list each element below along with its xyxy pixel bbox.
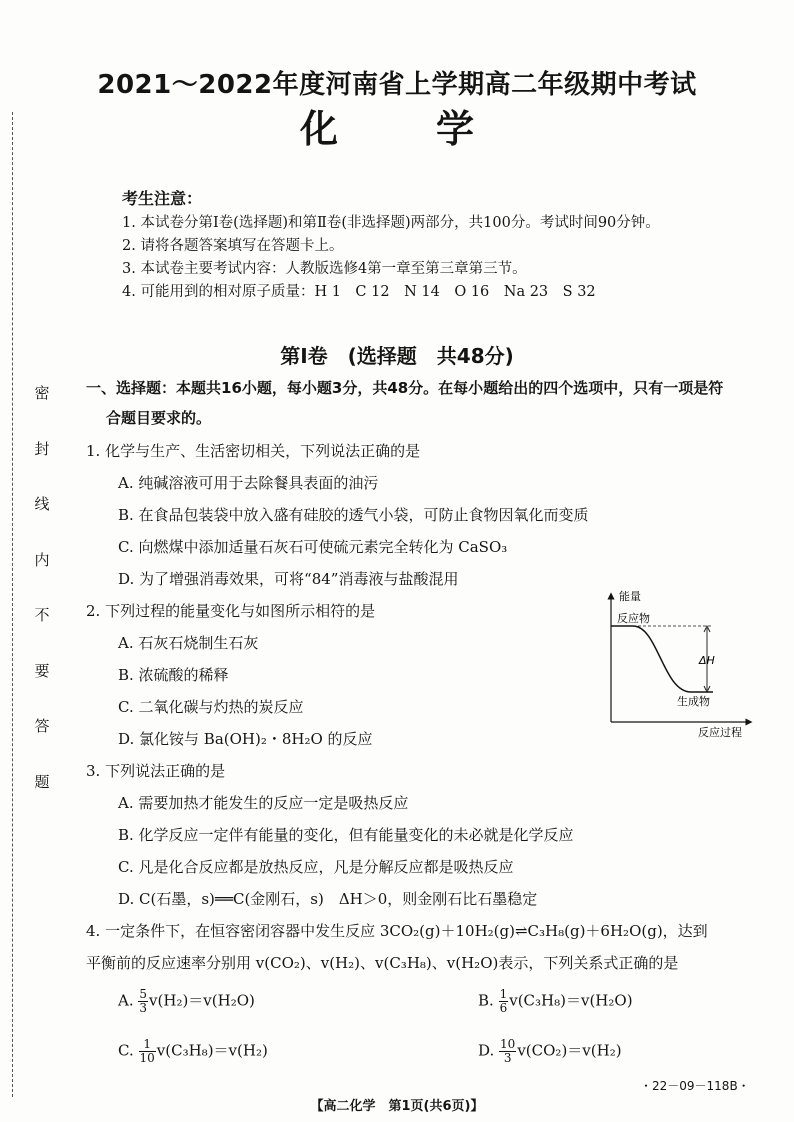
delta-h-label: ΔH — [699, 654, 715, 667]
q4-option-a — [118, 988, 255, 1015]
q4-option-c — [118, 1038, 268, 1065]
binding-margin-line — [12, 112, 14, 1097]
option-letter: D. — [478, 1041, 495, 1060]
notice-list — [122, 212, 782, 304]
q2-option-c: C. 二氧化碳与灼热的炭反应 — [118, 698, 304, 716]
section-instruction — [86, 373, 786, 433]
q2-option-d: D. 氯化铵与 Ba(OH)₂・8H₂O 的反应 — [118, 730, 373, 748]
y-axis-label: 能量 — [619, 590, 641, 603]
numerator: 1 — [139, 1038, 156, 1052]
product-label: 生成物 — [677, 695, 710, 708]
q1-option-b: B. 在食品包装袋中放入盛有硅胶的透气小袋，可防止食物因氧化而变质 — [118, 506, 589, 524]
seal-char: 线 — [34, 495, 50, 514]
denominator: 3 — [503, 1051, 512, 1065]
q3-option-d: D. C(石墨，s)══C(金刚石，s) ΔH＞0，则金刚石比石墨稳定 — [118, 890, 538, 908]
section-title: 第Ⅰ卷 (选择题 共48分) — [280, 344, 514, 368]
numerator: 1 — [499, 987, 508, 1001]
seal-char: 答 — [34, 717, 50, 736]
numerator: 5 — [139, 987, 148, 1001]
q3-option-c: C. 凡是化合反应都是放热反应，凡是分解反应都是吸热反应 — [118, 858, 514, 876]
q1-stem: 1. 化学与生产、生活密切相关，下列说法正确的是 — [86, 442, 421, 460]
exam-title: 2021～2022年度河南省上学期高二年级期中考试 — [97, 70, 697, 100]
option-letter: A. — [118, 991, 134, 1010]
instruction-line: 一、选择题：本题共16小题，每小题3分，共48分。在每小题给出的四个选项中，只有一项是符 — [86, 379, 724, 397]
energy-curve — [611, 626, 713, 692]
instruction-line: 合题目要求的。 — [106, 409, 212, 427]
denominator: 10 — [139, 1051, 155, 1065]
seal-line-warning — [28, 382, 56, 792]
notice-item: 4. 可能用到的相对原子质量：H 1 C 12 N 14 O 16 Na 23 S 32 — [122, 284, 596, 300]
notice-heading: 考生注意： — [122, 189, 203, 208]
option-expression: v(C₃H₈)＝v(H₂O) — [509, 991, 633, 1010]
seal-char: 题 — [34, 772, 50, 791]
seal-char: 不 — [34, 606, 50, 625]
seal-char: 要 — [34, 661, 50, 680]
fraction — [139, 1038, 156, 1065]
option-letter: C. — [118, 1041, 134, 1060]
denominator: 3 — [139, 1001, 148, 1015]
q4-option-b — [478, 988, 633, 1015]
notice-item: 1. 本试卷分第Ⅰ卷(选择题)和第Ⅱ卷(非选择题)两部分，共100分。考试时间90分钟。 — [122, 215, 660, 231]
q2-option-b: B. 浓硫酸的稀释 — [118, 666, 229, 684]
option-expression: v(CO₂)＝v(H₂) — [517, 1041, 622, 1060]
option-letter: B. — [478, 991, 494, 1010]
seal-char: 内 — [34, 550, 50, 569]
q3-stem: 3. 下列说法正确的是 — [86, 762, 226, 780]
numerator: 10 — [500, 1037, 516, 1051]
q4-stem-line2: 平衡前的反应速率分别用 v(CO₂)、v(H₂)、v(C₃H₈)、v(H₂O)表示，下列关系式正确的是 — [86, 954, 679, 972]
x-axis-label: 反应过程 — [698, 726, 742, 739]
notice-item: 3. 本试卷主要考试内容：人教版选修4第一章至第三章第三节。 — [122, 261, 527, 277]
q1-option-d: D. 为了增强消毒效果，可将“84”消毒液与盐酸混用 — [118, 570, 459, 588]
option-expression: v(H₂)＝v(H₂O) — [149, 991, 255, 1010]
energy-diagram — [603, 590, 753, 740]
q4-stem-line1: 4. 一定条件下，在恒容密闭容器中发生反应 3CO₂(g)＋10H₂(g)⇌C₃H₈(g)＋6H₂O(g)，达到 — [86, 922, 708, 940]
q1-option-c: C. 向燃煤中添加适量石灰石可使硫元素完全转化为 CaSO₃ — [118, 538, 508, 556]
fraction — [138, 988, 148, 1015]
fraction — [499, 988, 509, 1015]
notice-item: 2. 请将各题答案填写在答题卡上。 — [122, 238, 344, 254]
subject-title: 化 学 — [299, 107, 504, 151]
q1-option-a: A. 纯碱溶液可用于去除餐具表面的油污 — [118, 474, 379, 492]
denominator: 6 — [499, 1001, 508, 1015]
reactant-label: 反应物 — [617, 612, 650, 625]
q3-option-a: A. 需要加热才能发生的反应一定是吸热反应 — [118, 794, 409, 812]
option-expression: v(C₃H₈)＝v(H₂) — [156, 1041, 268, 1060]
q2-option-a: A. 石灰石烧制生石灰 — [118, 634, 259, 652]
q2-stem: 2. 下列过程的能量变化与如图所示相符的是 — [86, 602, 376, 620]
page-footer: 【高二化学 第1页(共6页)】 — [310, 1099, 484, 1114]
fraction — [499, 1038, 516, 1065]
q3-option-b: B. 化学反应一定伴有能量的变化，但有能量变化的未必就是化学反应 — [118, 826, 574, 844]
paper-code: ・22－09－118B・ — [640, 1079, 750, 1093]
q4-option-d — [478, 1038, 622, 1065]
seal-char: 封 — [34, 439, 50, 458]
seal-char: 密 — [34, 384, 50, 402]
